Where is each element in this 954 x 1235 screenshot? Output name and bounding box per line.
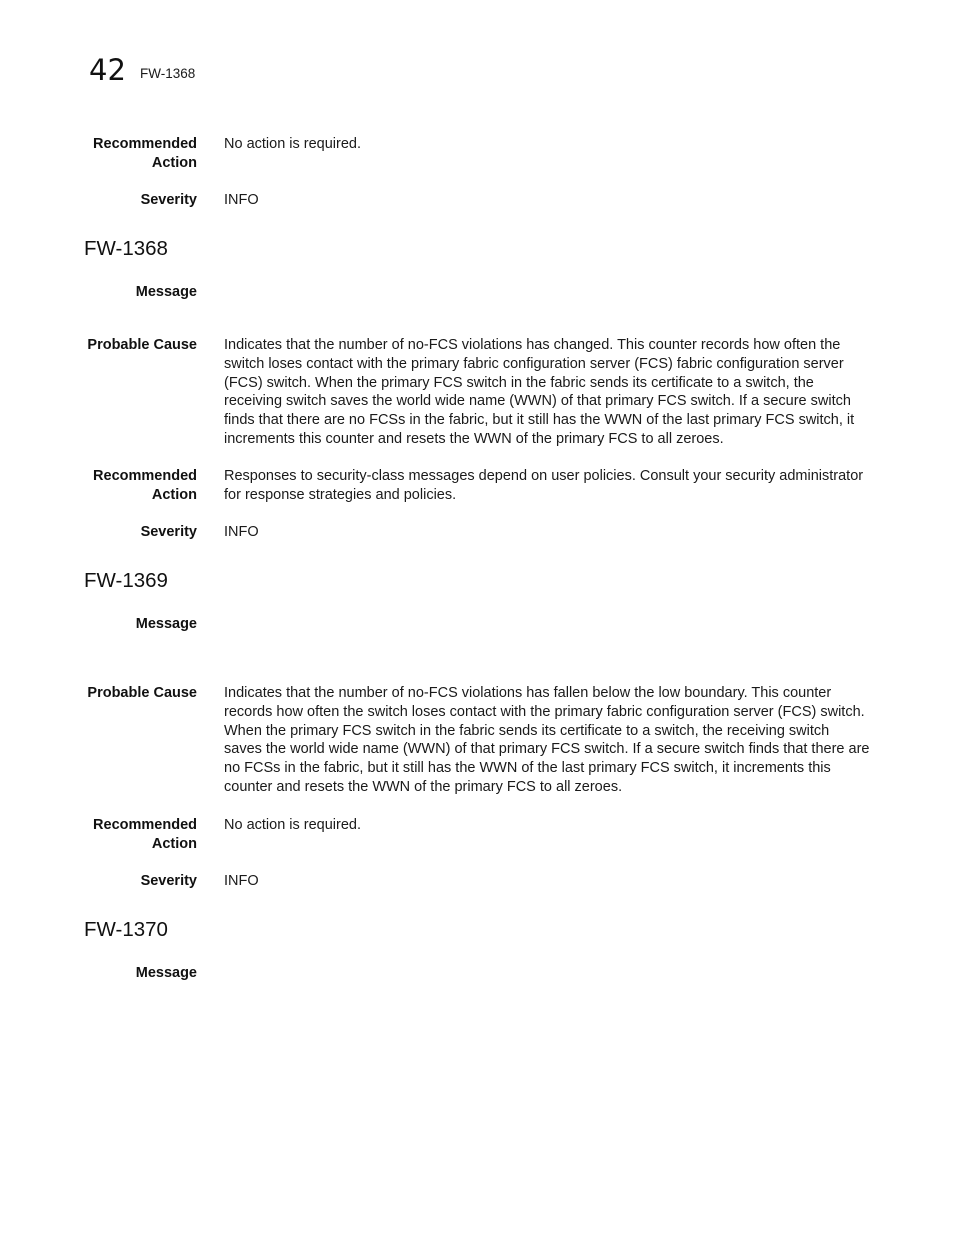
probable-cause-value: Indicates that the number of no-FCS violations has changed. This counter records how often the switch loses contact with the primary fabric configuration server (FCS) fabric configuration server (FCS) switch. When the primary FCS switch in the fabric sends its certificate to a switch, the receiving switch saves the world wide name (WWN) of that primary FCS switch. If a secure switch finds that there are no FCSs in the fabric, but it still has the WWN of the last primary FCS switch, it increments this counter and resets the WWN of the primary FCS to all zeroes. <box>224 337 855 447</box>
probable-cause-label: Probable Cause <box>87 337 197 353</box>
severity-value: INFO <box>224 873 259 889</box>
recommended-action-label: Recommended Action <box>93 817 197 852</box>
section-heading-fw-1370: FW-1370 <box>84 918 168 941</box>
recommended-action-value: Responses to security-class messages depend on user policies. Consult your security administrator for response strategies and policies. <box>224 468 864 503</box>
severity-label: Severity <box>140 192 197 208</box>
probable-cause-value: Indicates that the number of no-FCS violations has fallen below the low boundary. This counter records how often the switch loses contact with the primary fabric configuration server (FCS) switch. When the primary FCS switch in the fabric sends its certificate to a switch, the receiving switch saves the world wide name (WWN) of that primary FCS switch. If a secure switch finds that there are no FCSs in the fabric, but it still has the WWN of the last primary FCS switch, it increments this counter and resets the WWN of the primary FCS to all zeroes. <box>224 685 870 795</box>
recommended-action-value: No action is required. <box>224 136 362 152</box>
severity-label: Severity <box>140 524 197 540</box>
recommended-action-label: Recommended Action <box>93 468 197 503</box>
running-title: FW-1368 <box>140 66 196 81</box>
severity-value: INFO <box>224 524 259 540</box>
section-heading-fw-1369: FW-1369 <box>84 569 168 592</box>
message-label: Message <box>135 284 197 300</box>
probable-cause-label: Probable Cause <box>87 685 197 701</box>
message-label: Message <box>135 616 197 632</box>
severity-label: Severity <box>140 873 197 889</box>
recommended-action-label: Recommended Action <box>93 136 197 171</box>
section-heading-fw-1368: FW-1368 <box>84 237 168 260</box>
chapter-number: 42 <box>89 53 126 87</box>
recommended-action-value: No action is required. <box>224 817 362 833</box>
severity-value: INFO <box>224 192 259 208</box>
message-label: Message <box>135 965 197 981</box>
